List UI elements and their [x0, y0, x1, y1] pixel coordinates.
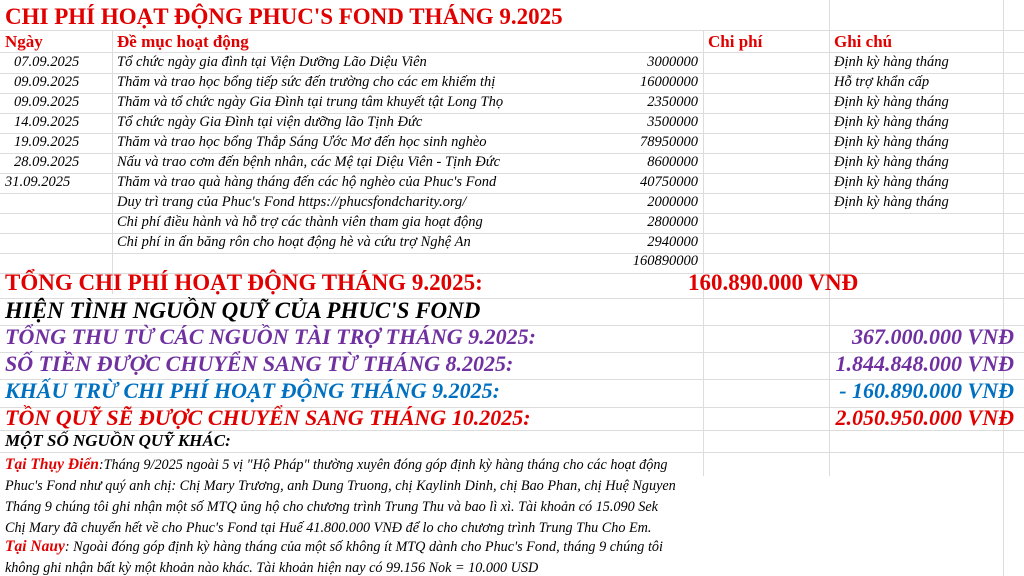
grid-line	[0, 30, 1024, 31]
summary-value: 1.844.848.000 VNĐ	[835, 351, 1014, 376]
summary-label: TỔNG THU TỪ CÁC NGUỒN TÀI TRỢ THÁNG 9.2025:	[5, 324, 536, 349]
summary-label: TỒN QUỸ SẼ ĐƯỢC CHUYỂN SANG THÁNG 10.2025:	[5, 405, 531, 430]
grid-line	[0, 52, 1024, 53]
sweden-line: Phuc's Fond như quý anh chị: Chị Mary Trương, anh Dung Truong, chị Kaylinh Dinh, chị Bao Phan, chị Huệ Nguyen	[5, 478, 676, 494]
grid-line	[0, 452, 1024, 453]
sweden-line: :Tháng 9/2025 ngoài 5 vị "Hộ Pháp" thường xuyên đóng góp định kỳ hàng tháng cho các hoạt động	[98, 457, 668, 473]
fund-heading: HIỆN TÌNH NGUỒN QUỸ CỦA PHUC'S FOND	[5, 298, 481, 323]
row-cost: 2940000	[647, 234, 698, 250]
row-note: Định kỳ hàng tháng	[834, 154, 949, 170]
cost-total-cell: 160890000	[632, 253, 698, 269]
row-date: 09.09.2025	[14, 94, 80, 110]
row-note: Định kỳ hàng tháng	[834, 94, 949, 110]
total-label: TỔNG CHI PHÍ HOẠT ĐỘNG THÁNG 9.2025:	[5, 270, 483, 295]
grid-line	[112, 30, 113, 294]
summary-value: - 160.890.000 VNĐ	[839, 378, 1014, 403]
row-date: 31.09.2025	[5, 174, 71, 190]
summary-label: KHẤU TRỪ CHI PHÍ HOẠT ĐỘNG THÁNG 9.2025:	[5, 378, 500, 403]
total-value: 160.890.000 VNĐ	[688, 270, 859, 295]
row-cost: 40750000	[640, 174, 698, 190]
row-item: Chi phí điều hành và hỗ trợ các thành viên tham gia hoạt động	[117, 214, 483, 230]
header-date: Ngày	[5, 32, 43, 51]
row-item: Duy trì trang của Phuc's Fond https://phucsfondcharity.org/	[117, 194, 467, 210]
row-cost: 8600000	[647, 154, 698, 170]
summary-value: 2.050.950.000 VNĐ	[835, 405, 1014, 430]
sweden-line: Chị Mary đã chuyển hết về cho Phuc's Fond tại Huế 41.800.000 VNĐ để lo cho chương trình Trung Thu Cho Em.	[5, 520, 652, 536]
norway-line: : Ngoài đóng góp định kỳ hàng tháng của một số không ít MTQ dành cho Phuc's Fond, tháng 9 chúng tôi	[64, 539, 663, 555]
row-item: Thăm và trao học bổng Thắp Sáng Ước Mơ đến học sinh nghèo	[117, 134, 487, 150]
row-item: Thăm và tổ chức ngày Gia Đình tại trung tâm khuyết tật Long Thọ	[117, 94, 504, 110]
row-cost: 3000000	[647, 54, 698, 70]
row-date: 28.09.2025	[14, 154, 80, 170]
row-date: 09.09.2025	[14, 74, 80, 90]
row-item: Thăm và trao học bổng tiếp sức đến trường cho các em khiếm thị	[117, 74, 496, 90]
row-cost: 78950000	[640, 134, 698, 150]
sweden-label: Tại Thụy Điển	[5, 456, 99, 473]
header-cost: Chi phí	[708, 32, 763, 51]
norway-line: không ghi nhận bất kỳ một khoản nào khác. Tài khoản hiện nay có 99.156 Nok = 10.000 USD	[5, 560, 539, 576]
row-date: 07.09.2025	[14, 54, 80, 70]
sweden-paragraph	[5, 454, 1019, 539]
row-item: Thăm và trao quà hàng tháng đến các hộ nghèo của Phuc's Fond	[117, 174, 497, 190]
row-date: 14.09.2025	[14, 114, 80, 130]
row-item: Tổ chức ngày gia đình tại Viện Dưỡng Lão Diệu Viên	[117, 54, 427, 70]
summary-value: 367.000.000 VNĐ	[852, 324, 1014, 349]
row-item: Chi phí in ấn băng rôn cho hoạt động hè và cứu trợ Nghệ An	[117, 234, 471, 250]
row-note: Hỗ trợ khẩn cấp	[834, 74, 930, 90]
row-item: Nấu và trao cơm đến bệnh nhân, các Mệ tại Diệu Viên - Tịnh Đức	[117, 154, 501, 170]
row-cost: 2000000	[647, 194, 698, 210]
grid-line	[0, 253, 1024, 254]
header-note: Ghi chú	[834, 32, 893, 51]
row-cost: 2350000	[647, 94, 698, 110]
grid-line	[829, 0, 830, 476]
other-sources-heading: MỘT SỐ NGUỒN QUỸ KHÁC:	[5, 431, 231, 450]
norway-label: Tại Nauy	[5, 538, 65, 555]
summary-label: SỐ TIỀN ĐƯỢC CHUYỂN SANG TỪ THÁNG 8.2025:	[5, 351, 514, 376]
sweden-line: Tháng 9 chúng tôi ghi nhận một số MTQ ủng hộ cho chương trình Trung Thu và bao lì xì. Tài khoản có 15.090 Sek	[5, 499, 658, 515]
row-date: 19.09.2025	[14, 134, 80, 150]
row-note: Định kỳ hàng tháng	[834, 174, 949, 190]
sheet-title: CHI PHÍ HOẠT ĐỘNG PHUC'S FOND THÁNG 9.2025	[5, 4, 563, 29]
row-note: Định kỳ hàng tháng	[834, 134, 949, 150]
row-cost: 3500000	[647, 114, 698, 130]
norway-paragraph	[5, 536, 1019, 576]
row-item: Tổ chức ngày Gia Đình tại viện dưỡng lão Tịnh Đức	[117, 114, 423, 130]
row-cost: 2800000	[647, 214, 698, 230]
row-cost: 16000000	[640, 74, 698, 90]
header-item: Đề mục hoạt động	[117, 32, 249, 51]
row-note: Định kỳ hàng tháng	[834, 194, 949, 210]
row-note: Định kỳ hàng tháng	[834, 54, 949, 70]
row-note: Định kỳ hàng tháng	[834, 114, 949, 130]
